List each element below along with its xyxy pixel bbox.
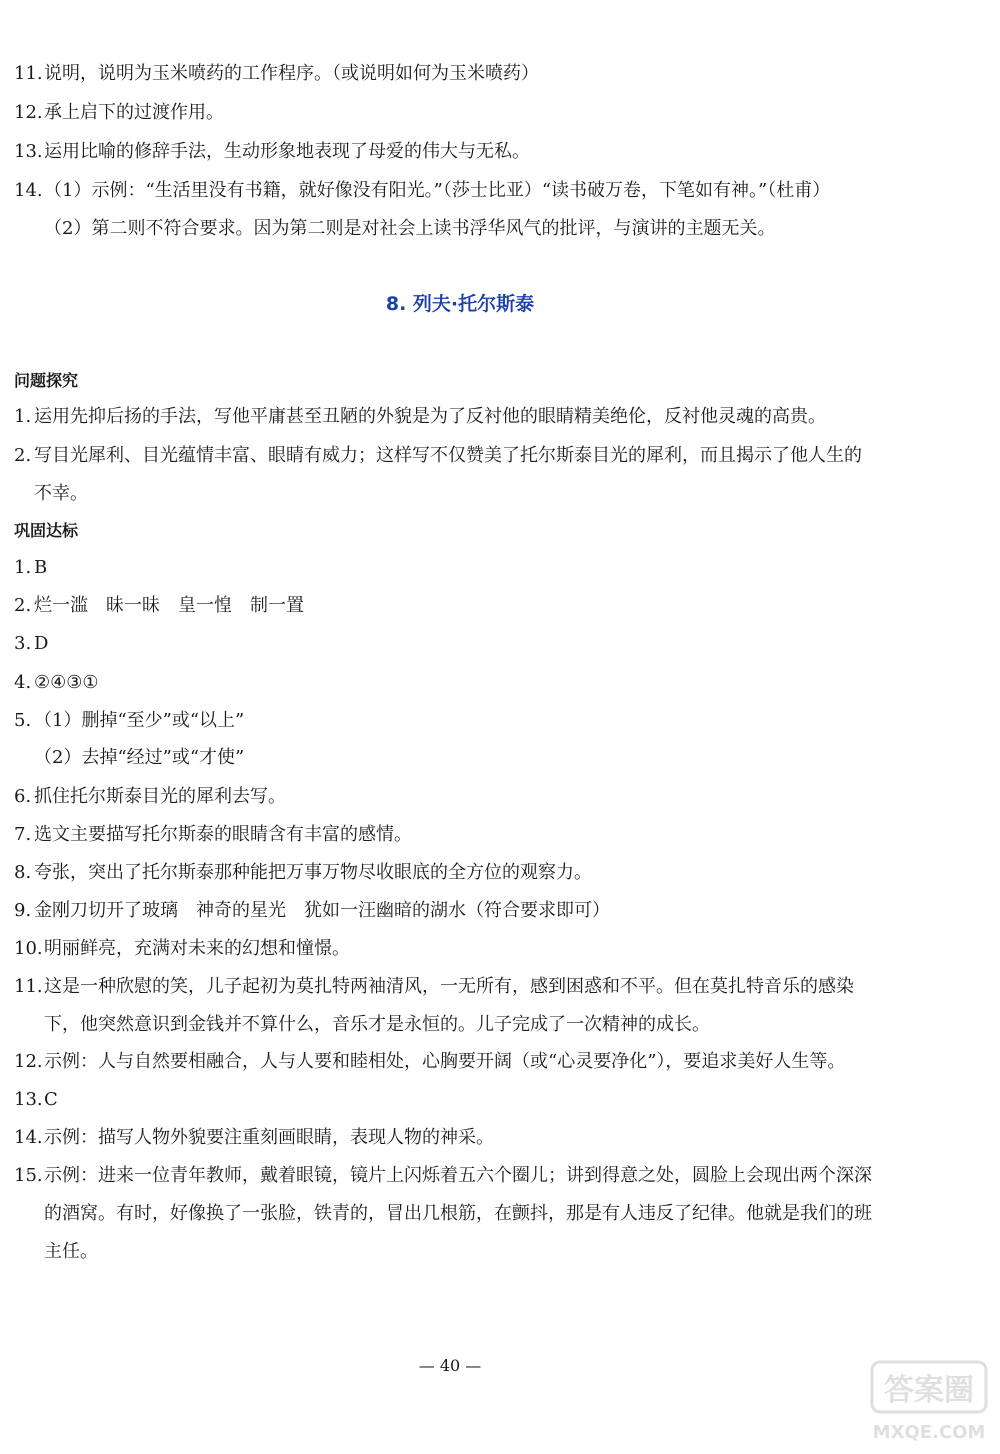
section-heading-explore: 问题探究 xyxy=(14,371,79,390)
item-text: （2）第二则不符合要求。因为第二则是对社会上读书浮华风气的批评，与演讲的主题无关。 xyxy=(44,218,776,239)
item-number: 13. xyxy=(14,141,43,162)
item-number: 2. xyxy=(14,445,32,466)
item-text: 选文主要描写托尔斯泰的眼睛含有丰富的感情。 xyxy=(34,824,412,845)
item-text: 抓住托尔斯泰目光的犀利去写。 xyxy=(34,786,286,807)
item-number: 7. xyxy=(14,824,32,845)
item-text: D xyxy=(34,633,49,654)
item-number: 1. xyxy=(14,406,32,427)
item-number: 9. xyxy=(14,900,32,921)
item-number: 15. xyxy=(14,1165,43,1186)
item-text: 的酒窝。有时，好像换了一张脸，铁青的，冒出几根筋，在颤抖，那是有人违反了纪律。他就是我们的班 xyxy=(44,1203,872,1224)
item-number: 11. xyxy=(14,976,43,997)
section-heading-consolidate: 巩固达标 xyxy=(14,521,79,540)
item-number: 3. xyxy=(14,633,32,654)
item-text: 运用比喻的修辞手法，生动形象地表现了母爱的伟大与无私。 xyxy=(44,141,530,162)
item-text: 明丽鲜亮，充满对未来的幻想和憧憬。 xyxy=(44,938,350,959)
item-number: 10. xyxy=(14,938,43,959)
item-number: 4. xyxy=(14,672,32,693)
item-number: 1. xyxy=(14,557,32,578)
item-text: 说明，说明为玉米喷药的工作程序。（或说明如何为玉米喷药） xyxy=(44,63,539,84)
item-number: 12. xyxy=(14,102,43,123)
item-number: 6. xyxy=(14,786,32,807)
item-text: 运用先抑后扬的手法，写他平庸甚至丑陋的外貌是为了反衬他的眼睛精美绝伦，反衬他灵魂的高贵。 xyxy=(34,406,826,427)
item-text: （1）删掉“至少”或“以上” xyxy=(34,710,245,731)
item-text: 示例：人与自然要相融合，人与人要和睦相处，心胸要开阔（或“心灵要净化”），要追求美好人生等。 xyxy=(44,1051,846,1072)
item-number: 12. xyxy=(14,1051,43,1072)
item-text: 示例：描写人物外貌要注重刻画眼睛，表现人物的神采。 xyxy=(44,1127,494,1148)
item-text: 写目光犀利、目光蕴情丰富、眼睛有威力；这样写不仅赞美了托尔斯泰目光的犀利，而且揭示了他人生的 xyxy=(34,445,862,466)
item-text: 这是一种欣慰的笑，儿子起初为莫扎特两袖清风，一无所有，感到困惑和不平。但在莫扎特音乐的感染 xyxy=(44,976,854,997)
item-text: B xyxy=(34,557,48,578)
item-number: 14. xyxy=(14,180,43,201)
item-text: 示例：进来一位青年教师，戴着眼镜，镜片上闪烁着五六个圈儿；讲到得意之处，圆脸上会现出两个深深 xyxy=(44,1165,872,1186)
page-number: — 40 — xyxy=(418,1356,482,1375)
item-text: ②④③① xyxy=(34,672,99,693)
item-text: （2）去掉“经过”或“才使” xyxy=(34,747,245,768)
watermark-logo xyxy=(870,1360,988,1446)
item-text: 金刚刀切开了玻璃 神奇的星光 犹如一汪幽暗的湖水（符合要求即可） xyxy=(34,900,610,921)
item-text: （1）示例：“生活里没有书籍，就好像没有阳光。”（莎士比亚）“读书破万卷，下笔如有神。”（杜甫） xyxy=(44,180,831,201)
item-text: 承上启下的过渡作用。 xyxy=(44,102,224,123)
item-number: 2. xyxy=(14,595,32,616)
lesson-title: 8. 列夫·托尔斯泰 xyxy=(385,293,535,315)
item-number: 14. xyxy=(14,1127,43,1148)
item-text: 烂一滥 昧一昧 皇一惶 制一置 xyxy=(34,595,304,616)
item-text: C xyxy=(44,1089,58,1110)
item-text: 夸张，突出了托尔斯泰那种能把万事万物尽收眼底的全方位的观察力。 xyxy=(34,862,592,883)
svg-text:MXQE.COM: MXQE.COM xyxy=(872,1422,986,1443)
item-number: 11. xyxy=(14,63,43,84)
item-text: 下，他突然意识到金钱并不算什么，音乐才是永恒的。儿子完成了一次精神的成长。 xyxy=(44,1014,710,1035)
item-number: 5. xyxy=(14,710,32,731)
svg-text:答案圈: 答案圈 xyxy=(884,1373,974,1408)
item-text: 不幸。 xyxy=(34,483,88,504)
item-text: 主任。 xyxy=(44,1241,98,1262)
item-number: 13. xyxy=(14,1089,43,1110)
item-number: 8. xyxy=(14,862,32,883)
